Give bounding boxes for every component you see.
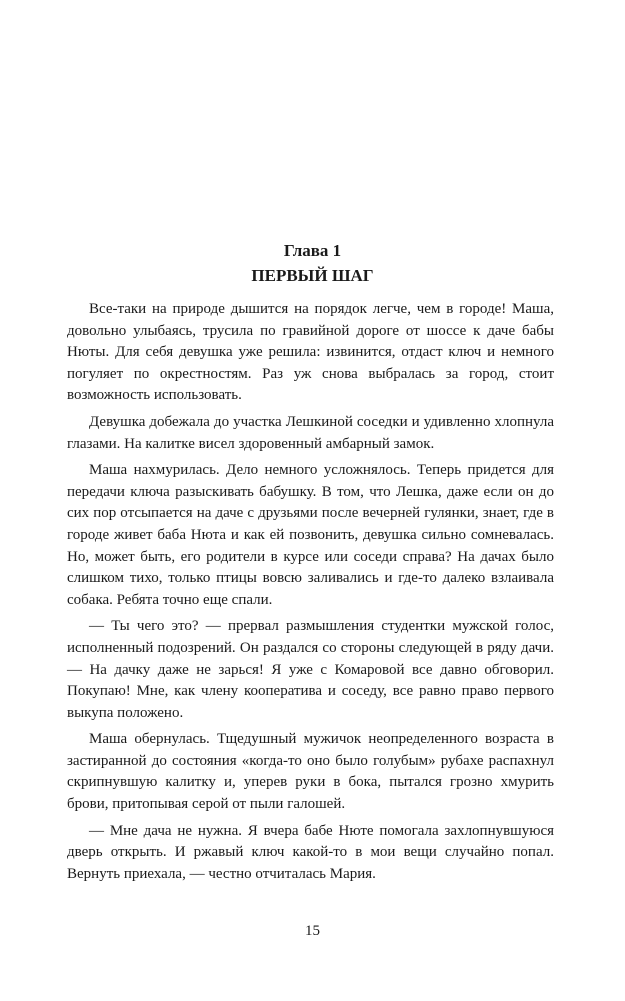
- chapter-body: [67, 299, 554, 890]
- page-number: 15: [305, 923, 320, 939]
- paragraph: — Мне дача не нужна. Я вчера бабе Нюте помогала захлопнувшуюся дверь открыть. И ржавый ключ какой-то в мои вещи случайно попал. Вернуть приехала, — честно отчиталась Мария.: [67, 822, 554, 882]
- paragraph: Маша нахмурилась. Дело немного усложнялось. Теперь придется для передачи ключа разыскивать бабушку. В том, что Лешка, даже если он до сих пор отсыпается на даче с друзьями после вечерней гулянки, знает, где в городе живет баба Нюта и как ей позвонить, девушка сильно сомневалась. Но, может быть, его родители в курсе или соседи справа? На дачах было слишком тихо, только птицы вовсю заливались и где-то далеко взлаивала собака. Ребята точно еще спали.: [67, 462, 554, 608]
- paragraph: — Ты чего это? — прервал размышления студентки мужской голос, исполненный подозрений. Он раздался со стороны следующей в ряду дачи. — На дачку даже не зарься! Я уже с Комаровой все давно обговорил. Покупаю! Мне, как члену кооператива и соседу, все равно право первого выкупа положено.: [67, 618, 554, 721]
- paragraph: Все-таки на природе дышится на порядок легче, чем в городе! Маша, довольно улыбаясь, трусила по гравийной дороге от шоссе к даче бабы Нюты. Для себя девушка уже решила: извинится, отдаст ключ и немного погуляет по окрестностям. Раз уж снова выбралась за город, стоит возможность использовать.: [67, 301, 554, 404]
- paragraph: Маша обернулась. Тщедушный мужичок неопределенного возраста в застиранной до состояния «когда-то оно было голубым» рубахе распахнул скрипнувшую калитку и, уперев руки в бока, пытался грозно хмурить брови, притопывая серой от пыли галошей.: [67, 731, 554, 813]
- chapter-label: Глава 1: [283, 241, 342, 260]
- chapter-title: ПЕРВЫЙ ШАГ: [251, 266, 374, 285]
- paragraph: Девушка добежала до участка Лешкиной соседки и удивленно хлопнула глазами. На калитке висел здоровенный амбарный замок.: [67, 413, 554, 452]
